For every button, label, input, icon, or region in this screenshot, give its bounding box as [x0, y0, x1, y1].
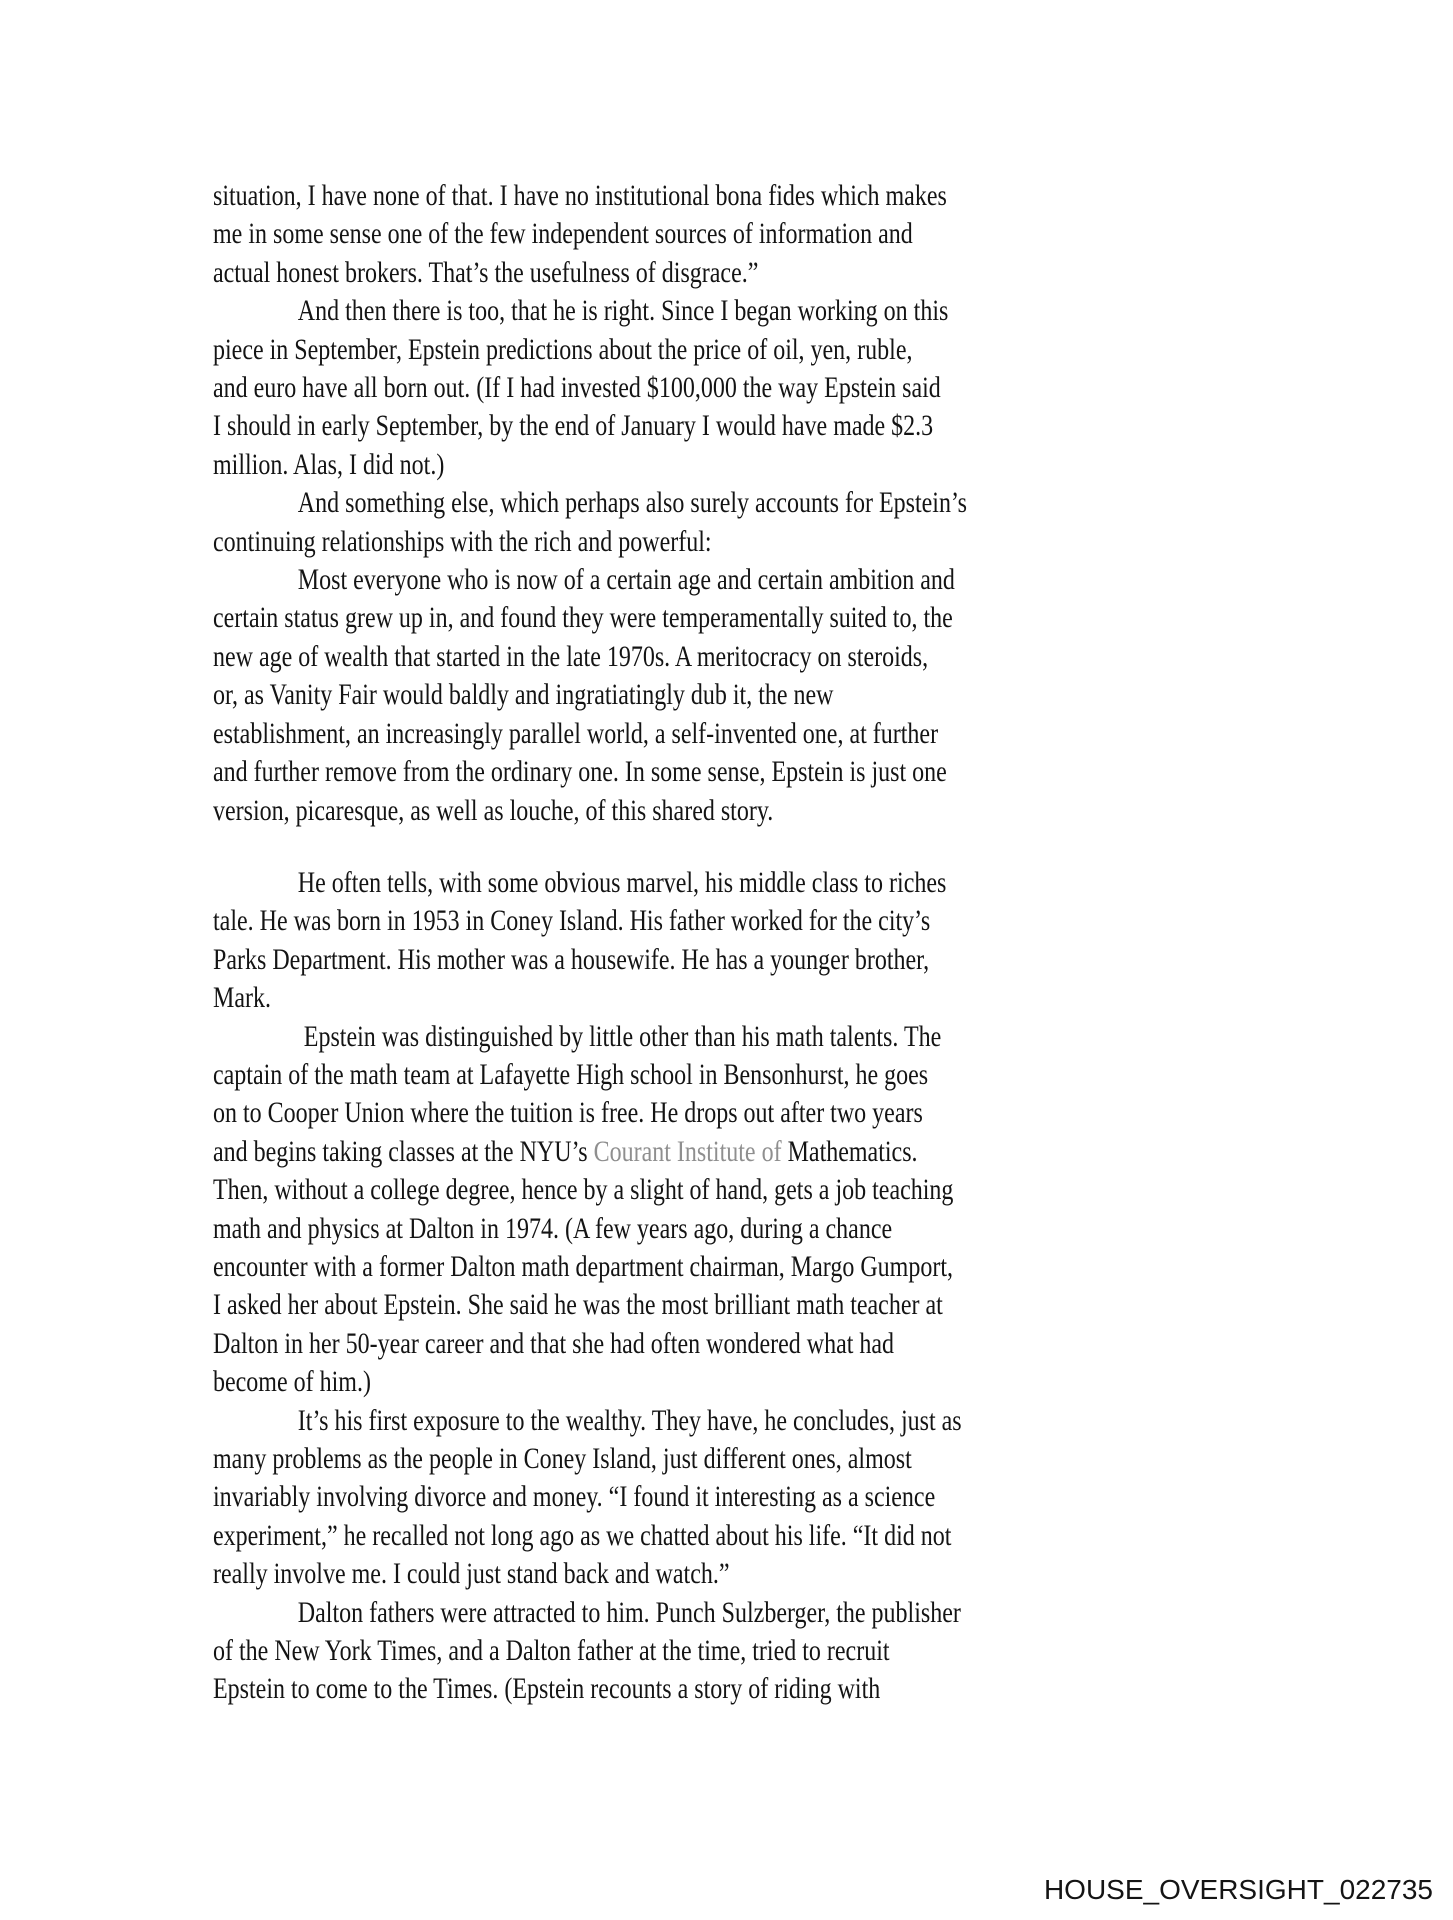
- text-line: [213, 1094, 1141, 1132]
- text-segment: Mark.: [213, 981, 271, 1015]
- text-segment: many problems as the people in Coney Island, just different ones, almost: [213, 1442, 912, 1475]
- paragraph: [213, 1018, 1141, 1402]
- text-line: [213, 1440, 1141, 1478]
- text-line: [213, 561, 1141, 599]
- text-line: [213, 292, 1141, 330]
- text-segment: It’s his first exposure to the wealthy. They have, he concludes, just as: [297, 1403, 962, 1437]
- text-segment: really involve me. I could just stand back and watch.”: [213, 1557, 730, 1591]
- text-line: [213, 1594, 1141, 1632]
- text-segment: encounter with a former Dalton math department chairman, Margo Gumport,: [213, 1249, 953, 1283]
- text-line: [213, 715, 1141, 753]
- text-segment: and begins taking classes at the NYU’s: [213, 1134, 594, 1168]
- document-text: [213, 177, 1141, 1709]
- text-segment: And then there is too, that he is right. Since I began working on this: [297, 294, 949, 328]
- text-line: [213, 902, 1141, 940]
- text-segment: situation, I have none of that. I have no institutional bona fides which makes: [213, 179, 947, 212]
- text-line: [213, 1555, 1141, 1593]
- text-line: [213, 1171, 1141, 1209]
- text-line: [213, 1056, 1141, 1094]
- text-segment: Epstein was distinguished by little other than his math talents. The: [297, 1019, 942, 1053]
- text-line: [213, 1517, 1141, 1555]
- text-line: [213, 753, 1141, 791]
- text-segment: tale. He was born in 1953 in Coney Island. His father worked for the city’s: [213, 904, 931, 938]
- text-line: [213, 177, 1141, 215]
- text-segment: math and physics at Dalton in 1974. (A few years ago, during a chance: [213, 1211, 893, 1245]
- text-line: [213, 1670, 1141, 1708]
- paragraph: [213, 484, 1141, 561]
- text-segment: Parks Department. His mother was a housewife. He has a younger brother,: [213, 942, 930, 976]
- text-segment: actual honest brokers. That’s the usefulness of disgrace.”: [213, 255, 759, 289]
- text-line: [213, 1325, 1141, 1363]
- text-segment: Dalton fathers were attracted to him. Punch Sulzberger, the publisher: [297, 1595, 961, 1629]
- text-segment: establishment, an increasingly parallel world, a self-invented one, at further: [213, 716, 939, 750]
- paragraph: [213, 292, 1141, 484]
- text-segment: captain of the math team at Lafayette High school in Bensonhurst, he goes: [213, 1057, 929, 1091]
- text-line: [213, 1402, 1141, 1440]
- paragraph: [213, 1594, 1141, 1709]
- text-segment: certain status grew up in, and found they were temperamentally suited to, the: [213, 601, 953, 635]
- text-segment: And something else, which perhaps also surely accounts for Epstein’s: [297, 486, 967, 520]
- text-line: [213, 1248, 1141, 1286]
- text-segment: Epstein to come to the Times. (Epstein recounts a story of riding with: [213, 1672, 881, 1706]
- text-segment: or, as Vanity Fair would baldly and ingratiatingly dub it, the new: [213, 678, 834, 712]
- text-line: [213, 446, 1141, 484]
- text-segment: of the New York Times, and a Dalton father at the time, tried to recruit: [213, 1634, 890, 1668]
- text-segment: and euro have all born out. (If I had invested $100,000 the way Epstein said: [213, 371, 941, 405]
- text-line: [213, 1018, 1141, 1056]
- text-line: [213, 215, 1141, 253]
- paragraph: [213, 864, 1141, 1018]
- text-line: [213, 1133, 1141, 1171]
- text-line: [213, 523, 1141, 561]
- text-line: [213, 254, 1141, 292]
- text-segment: Dalton in her 50-year career and that she had often wondered what had: [213, 1326, 895, 1360]
- text-line: [213, 676, 1141, 714]
- text-segment: He often tells, with some obvious marvel, his middle class to riches: [297, 865, 947, 899]
- text-segment: experiment,” he recalled not long ago as we chatted about his life. “It did not: [213, 1518, 952, 1552]
- text-segment: I asked her about Epstein. She said he was the most brilliant math teacher at: [213, 1288, 943, 1322]
- text-line: [213, 1478, 1141, 1516]
- paragraph: [213, 561, 1141, 830]
- text-line: [213, 864, 1141, 902]
- text-segment: on to Cooper Union where the tuition is free. He drops out after two years: [213, 1096, 923, 1130]
- text-segment: and further remove from the ordinary one. In some sense, Epstein is just one: [213, 755, 947, 789]
- text-line: [213, 407, 1141, 445]
- text-line: [213, 1210, 1141, 1248]
- paragraph: [213, 1402, 1141, 1594]
- text-line: [213, 1286, 1141, 1324]
- text-segment: piece in September, Epstein predictions about the price of oil, yen, ruble,: [213, 332, 913, 366]
- text-line: [213, 792, 1141, 830]
- text-segment: invariably involving divorce and money. “I found it interesting as a science: [213, 1480, 936, 1514]
- text-line: [213, 941, 1141, 979]
- text-segment: Then, without a college degree, hence by a slight of hand, gets a job teaching: [213, 1173, 954, 1207]
- text-line: [213, 1363, 1141, 1401]
- text-line: [213, 599, 1141, 637]
- text-segment: continuing relationships with the rich and powerful:: [213, 524, 712, 558]
- text-line: [213, 638, 1141, 676]
- text-line: [213, 979, 1141, 1017]
- text-line: [213, 484, 1141, 522]
- text-line: [213, 1632, 1141, 1670]
- text-segment: version, picaresque, as well as louche, of this shared story.: [213, 793, 774, 827]
- text-segment: million. Alas, I did not.): [213, 447, 445, 481]
- bates-number: HOUSE_OVERSIGHT_022735: [1043, 1874, 1433, 1905]
- gray-link-text: Courant Institute of: [593, 1134, 782, 1168]
- text-segment: me in some sense one of the few independent sources of information and: [213, 217, 913, 251]
- text-segment: Most everyone who is now of a certain age and certain ambition and: [297, 563, 955, 597]
- paragraph: [213, 177, 1141, 292]
- text-line: [213, 369, 1141, 407]
- text-segment: I should in early September, by the end of January I would have made $2.3: [213, 409, 934, 443]
- text-segment: become of him.): [213, 1365, 371, 1399]
- text-line: [213, 331, 1141, 369]
- text-segment: new age of wealth that started in the late 1970s. A meritocracy on steroids,: [213, 639, 929, 673]
- text-segment: Mathematics.: [781, 1134, 918, 1168]
